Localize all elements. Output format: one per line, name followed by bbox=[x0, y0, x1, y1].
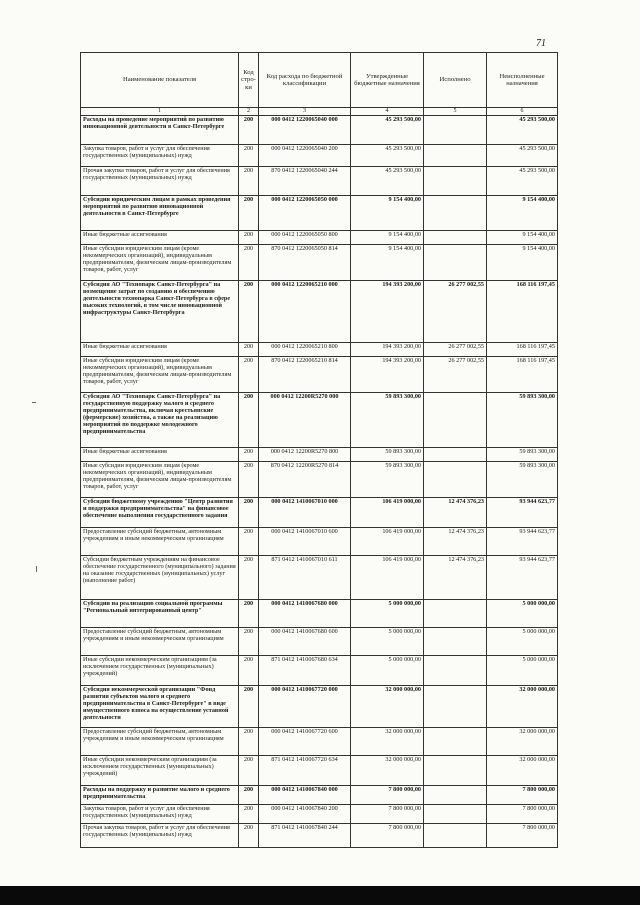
approved-amount-cell: 194 393 200,00 bbox=[351, 281, 424, 343]
table-row bbox=[81, 167, 558, 196]
executed-amount-cell bbox=[424, 628, 487, 656]
budget-code-cell: 000 0412 1220065040 200 bbox=[259, 145, 351, 167]
unexecuted-amount-cell: 9 154 400,00 bbox=[487, 196, 558, 231]
line-code-cell: 200 bbox=[239, 556, 259, 600]
line-code-cell: 200 bbox=[239, 245, 259, 281]
executed-amount-cell bbox=[424, 145, 487, 167]
approved-amount-cell: 5 000 000,00 bbox=[351, 656, 424, 686]
unexecuted-amount-cell: 93 944 623,77 bbox=[487, 528, 558, 556]
approved-amount-cell: 59 893 300,00 bbox=[351, 448, 424, 462]
table-row bbox=[81, 231, 558, 245]
executed-amount-cell bbox=[424, 656, 487, 686]
unexecuted-amount-cell: 32 000 000,00 bbox=[487, 756, 558, 786]
column-number: 4 bbox=[351, 108, 424, 116]
table-row bbox=[81, 656, 558, 686]
line-code-cell: 200 bbox=[239, 448, 259, 462]
table-row bbox=[81, 756, 558, 786]
executed-amount-cell bbox=[424, 786, 487, 805]
approved-amount-cell: 194 393 200,00 bbox=[351, 343, 424, 357]
executed-amount-cell: 12 474 376,23 bbox=[424, 528, 487, 556]
executed-amount-cell: 26 277 002,55 bbox=[424, 357, 487, 393]
budget-code-cell: 000 0412 12200R5270 000 bbox=[259, 393, 351, 448]
approved-amount-cell: 45 293 500,00 bbox=[351, 145, 424, 167]
executed-amount-cell bbox=[424, 196, 487, 231]
indicator-name-cell: Субсидия АО "Технопарк Санкт-Петербурга" на государственную поддержку малого и среднего предпринимательства, включая крестьянские (фермерские) хозяйства, а также на реализацию мероприятий по поддержке молодежного предпринимательства bbox=[81, 393, 239, 448]
budget-code-cell: 000 0412 1410067720 000 bbox=[259, 686, 351, 728]
line-code-cell: 200 bbox=[239, 281, 259, 343]
unexecuted-amount-cell: 168 116 197,45 bbox=[487, 357, 558, 393]
table-row bbox=[81, 281, 558, 343]
approved-amount-cell: 45 293 500,00 bbox=[351, 116, 424, 145]
header-indicator-name: Наименование показателя bbox=[81, 53, 239, 108]
budget-code-cell: 871 0412 1410067680 634 bbox=[259, 656, 351, 686]
approved-amount-cell: 9 154 400,00 bbox=[351, 231, 424, 245]
line-code-cell: 200 bbox=[239, 393, 259, 448]
budget-code-cell: 000 0412 1410067720 600 bbox=[259, 728, 351, 756]
executed-amount-cell bbox=[424, 686, 487, 728]
executed-amount-cell bbox=[424, 167, 487, 196]
table-row bbox=[81, 628, 558, 656]
column-number: 2 bbox=[239, 108, 259, 116]
table-row bbox=[81, 824, 558, 848]
budget-code-cell: 000 0412 1410067010 600 bbox=[259, 528, 351, 556]
table-row bbox=[81, 357, 558, 393]
line-code-cell: 200 bbox=[239, 498, 259, 528]
unexecuted-amount-cell: 32 000 000,00 bbox=[487, 728, 558, 756]
unexecuted-amount-cell: 168 116 197,45 bbox=[487, 281, 558, 343]
unexecuted-amount-cell: 59 893 300,00 bbox=[487, 393, 558, 448]
table-row bbox=[81, 245, 558, 281]
budget-code-cell: 871 0412 1410067720 634 bbox=[259, 756, 351, 786]
budget-code-cell: 870 0412 1220065210 814 bbox=[259, 357, 351, 393]
approved-amount-cell: 32 000 000,00 bbox=[351, 686, 424, 728]
table-row bbox=[81, 686, 558, 728]
unexecuted-amount-cell: 5 000 000,00 bbox=[487, 628, 558, 656]
executed-amount-cell bbox=[424, 116, 487, 145]
executed-amount-cell bbox=[424, 231, 487, 245]
scan-bottom-edge bbox=[0, 886, 640, 905]
executed-amount-cell: 12 474 376,23 bbox=[424, 556, 487, 600]
scan-mark bbox=[32, 402, 36, 403]
unexecuted-amount-cell: 5 000 000,00 bbox=[487, 600, 558, 628]
approved-amount-cell: 5 000 000,00 bbox=[351, 628, 424, 656]
unexecuted-amount-cell: 59 893 300,00 bbox=[487, 448, 558, 462]
table-row bbox=[81, 728, 558, 756]
line-code-cell: 200 bbox=[239, 116, 259, 145]
line-code-cell: 200 bbox=[239, 462, 259, 498]
table-row bbox=[81, 462, 558, 498]
budget-code-cell: 000 0412 1220065210 000 bbox=[259, 281, 351, 343]
indicator-name-cell: Иные субсидии юридическим лицам (кроме некоммерческих организаций), индивидуальным предпринимателям, физическим лицам-производителям товаров, работ, услуг bbox=[81, 462, 239, 498]
indicator-name-cell: Субсидия некоммерческой организации "Фонд развития субъектов малого и среднего предпринимательства в Санкт-Петербурге" в виде имущественного взноса на осуществление уставной деятельности bbox=[81, 686, 239, 728]
column-number-row bbox=[81, 108, 558, 116]
budget-code-cell: 000 0412 1410067680 600 bbox=[259, 628, 351, 656]
unexecuted-amount-cell: 32 000 000,00 bbox=[487, 686, 558, 728]
indicator-name-cell: Предоставление субсидий бюджетным, автономным учреждениям и иным некоммерческим организациям bbox=[81, 728, 239, 756]
unexecuted-amount-cell: 59 893 300,00 bbox=[487, 462, 558, 498]
executed-amount-cell bbox=[424, 728, 487, 756]
approved-amount-cell: 7 800 000,00 bbox=[351, 805, 424, 824]
approved-amount-cell: 45 293 500,00 bbox=[351, 167, 424, 196]
approved-amount-cell: 106 419 000,00 bbox=[351, 528, 424, 556]
line-code-cell: 200 bbox=[239, 196, 259, 231]
column-number: 1 bbox=[81, 108, 239, 116]
executed-amount-cell bbox=[424, 245, 487, 281]
column-number: 6 bbox=[487, 108, 558, 116]
indicator-name-cell: Прочая закупка товаров, работ и услуг для обеспечения государственных (муниципальных) нужд bbox=[81, 824, 239, 848]
indicator-name-cell: Субсидии бюджетному учреждению "Центр развития и поддержки предпринимательства" на финансовое обеспечение выполнения государственного задания bbox=[81, 498, 239, 528]
table-row bbox=[81, 600, 558, 628]
indicator-name-cell: Расходы на проведение мероприятий по развитию инновационной деятельности в Санкт-Петербурге bbox=[81, 116, 239, 145]
line-code-cell: 200 bbox=[239, 231, 259, 245]
approved-amount-cell: 106 419 000,00 bbox=[351, 498, 424, 528]
executed-amount-cell bbox=[424, 393, 487, 448]
executed-amount-cell bbox=[424, 805, 487, 824]
approved-amount-cell: 9 154 400,00 bbox=[351, 245, 424, 281]
table-row bbox=[81, 343, 558, 357]
unexecuted-amount-cell: 7 800 000,00 bbox=[487, 805, 558, 824]
table-row bbox=[81, 145, 558, 167]
indicator-name-cell: Субсидии бюджетным учреждениям на финансовое обеспечение государственного (муниципального) задания на оказание государственных (муниципальных) услуг (выполнение работ) bbox=[81, 556, 239, 600]
line-code-cell: 200 bbox=[239, 600, 259, 628]
line-code-cell: 200 bbox=[239, 628, 259, 656]
indicator-name-cell: Субсидии на реализацию социальной программы "Региональный интегрированный центр" bbox=[81, 600, 239, 628]
table-row bbox=[81, 116, 558, 145]
indicator-name-cell: Предоставление субсидий бюджетным, автономным учреждениям и иным некоммерческим организациям bbox=[81, 528, 239, 556]
column-number: 3 bbox=[259, 108, 351, 116]
budget-code-cell: 871 0412 1410067010 611 bbox=[259, 556, 351, 600]
unexecuted-amount-cell: 45 293 500,00 bbox=[487, 116, 558, 145]
budget-code-cell: 871 0412 1410067840 244 bbox=[259, 824, 351, 848]
indicator-name-cell: Прочая закупка товаров, работ и услуг для обеспечения государственных (муниципальных) нужд bbox=[81, 167, 239, 196]
table-row bbox=[81, 805, 558, 824]
unexecuted-amount-cell: 7 800 000,00 bbox=[487, 824, 558, 848]
budget-code-cell: 000 0412 12200R5270 800 bbox=[259, 448, 351, 462]
unexecuted-amount-cell: 5 000 000,00 bbox=[487, 656, 558, 686]
approved-amount-cell: 5 000 000,00 bbox=[351, 600, 424, 628]
line-code-cell: 200 bbox=[239, 145, 259, 167]
approved-amount-cell: 7 800 000,00 bbox=[351, 786, 424, 805]
executed-amount-cell bbox=[424, 448, 487, 462]
approved-amount-cell: 32 000 000,00 bbox=[351, 756, 424, 786]
unexecuted-amount-cell: 45 293 500,00 bbox=[487, 167, 558, 196]
approved-amount-cell: 7 800 000,00 bbox=[351, 824, 424, 848]
table-row bbox=[81, 498, 558, 528]
approved-amount-cell: 194 393 200,00 bbox=[351, 357, 424, 393]
line-code-cell: 200 bbox=[239, 728, 259, 756]
approved-amount-cell: 106 419 000,00 bbox=[351, 556, 424, 600]
page-number: 71 bbox=[536, 38, 546, 49]
budget-code-cell: 000 0412 1220065050 000 bbox=[259, 196, 351, 231]
line-code-cell: 200 bbox=[239, 686, 259, 728]
budget-code-cell: 000 0412 1220065210 800 bbox=[259, 343, 351, 357]
unexecuted-amount-cell: 9 154 400,00 bbox=[487, 231, 558, 245]
line-code-cell: 200 bbox=[239, 805, 259, 824]
line-code-cell: 200 bbox=[239, 656, 259, 686]
budget-code-cell: 000 0412 1410067010 000 bbox=[259, 498, 351, 528]
line-code-cell: 200 bbox=[239, 756, 259, 786]
executed-amount-cell bbox=[424, 756, 487, 786]
indicator-name-cell: Субсидия АО "Технопарк Санкт-Петербурга" на возмещение затрат по созданию и обеспечению деятельности технопарка Санкт-Петербурга в сфере высоких технологий, в том числе инновационной инфраструктуры Санкт-Петербурга bbox=[81, 281, 239, 343]
indicator-name-cell: Иные бюджетные ассигнования bbox=[81, 343, 239, 357]
approved-amount-cell: 59 893 300,00 bbox=[351, 393, 424, 448]
indicator-name-cell: Иные субсидии юридическим лицам (кроме некоммерческих организаций), индивидуальным предпринимателям, физическим лицам-производителям товаров, работ, услуг bbox=[81, 245, 239, 281]
indicator-name-cell: Предоставление субсидий бюджетным, автономным учреждениям и иным некоммерческим организациям bbox=[81, 628, 239, 656]
unexecuted-amount-cell: 168 116 197,45 bbox=[487, 343, 558, 357]
budget-code-cell: 000 0412 1220065050 800 bbox=[259, 231, 351, 245]
table-row bbox=[81, 786, 558, 805]
table-row bbox=[81, 393, 558, 448]
column-number: 5 bbox=[424, 108, 487, 116]
budget-code-cell: 870 0412 12200R5270 814 bbox=[259, 462, 351, 498]
indicator-name-cell: Субсидии юридическим лицам в рамках проведения мероприятий по развитию инновационной деятельности в Санкт-Петербурге bbox=[81, 196, 239, 231]
indicator-name-cell: Закупка товаров, работ и услуг для обеспечения государственных (муниципальных) нужд bbox=[81, 805, 239, 824]
line-code-cell: 200 bbox=[239, 824, 259, 848]
indicator-name-cell: Расходы на поддержку и развитие малого и среднего предпринимательства bbox=[81, 786, 239, 805]
executed-amount-cell bbox=[424, 462, 487, 498]
executed-amount-cell bbox=[424, 600, 487, 628]
header-unexecuted: Неисполненные назначения bbox=[487, 53, 558, 108]
header-line-code: Код стро-ки bbox=[239, 53, 259, 108]
line-code-cell: 200 bbox=[239, 786, 259, 805]
line-code-cell: 200 bbox=[239, 167, 259, 196]
table-row bbox=[81, 448, 558, 462]
line-code-cell: 200 bbox=[239, 343, 259, 357]
indicator-name-cell: Иные субсидии некоммерческим организациям (за исключением государственных (муниципальных) учреждений) bbox=[81, 656, 239, 686]
line-code-cell: 200 bbox=[239, 357, 259, 393]
unexecuted-amount-cell: 7 800 000,00 bbox=[487, 786, 558, 805]
indicator-name-cell: Закупка товаров, работ и услуг для обеспечения государственных (муниципальных) нужд bbox=[81, 145, 239, 167]
budget-code-cell: 870 0412 1220065040 244 bbox=[259, 167, 351, 196]
executed-amount-cell: 26 277 002,55 bbox=[424, 343, 487, 357]
budget-execution-table bbox=[80, 52, 558, 848]
header-approved: Утвержденные бюджетные назначения bbox=[351, 53, 424, 108]
header-budget-code: Код расхода по бюджетной классификации bbox=[259, 53, 351, 108]
indicator-name-cell: Иные бюджетные ассигнования bbox=[81, 231, 239, 245]
line-code-cell: 200 bbox=[239, 528, 259, 556]
budget-code-cell: 870 0412 1220065050 814 bbox=[259, 245, 351, 281]
header-row bbox=[81, 53, 558, 108]
budget-code-cell: 000 0412 1220065040 000 bbox=[259, 116, 351, 145]
indicator-name-cell: Иные бюджетные ассигнования bbox=[81, 448, 239, 462]
unexecuted-amount-cell: 93 944 623,77 bbox=[487, 556, 558, 600]
table-row bbox=[81, 528, 558, 556]
budget-code-cell: 000 0412 1410067840 000 bbox=[259, 786, 351, 805]
budget-code-cell: 000 0412 1410067840 200 bbox=[259, 805, 351, 824]
scan-mark bbox=[36, 566, 37, 572]
approved-amount-cell: 9 154 400,00 bbox=[351, 196, 424, 231]
unexecuted-amount-cell: 93 944 623,77 bbox=[487, 498, 558, 528]
approved-amount-cell: 32 000 000,00 bbox=[351, 728, 424, 756]
budget-code-cell: 000 0412 1410067680 000 bbox=[259, 600, 351, 628]
table-row bbox=[81, 556, 558, 600]
approved-amount-cell: 59 893 300,00 bbox=[351, 462, 424, 498]
indicator-name-cell: Иные субсидии некоммерческим организациям (за исключением государственных (муниципальных) учреждений) bbox=[81, 756, 239, 786]
executed-amount-cell bbox=[424, 824, 487, 848]
header-executed: Исполнено bbox=[424, 53, 487, 108]
unexecuted-amount-cell: 45 293 500,00 bbox=[487, 145, 558, 167]
table-row bbox=[81, 196, 558, 231]
unexecuted-amount-cell: 9 154 400,00 bbox=[487, 245, 558, 281]
executed-amount-cell: 26 277 002,55 bbox=[424, 281, 487, 343]
indicator-name-cell: Иные субсидии юридическим лицам (кроме некоммерческих организаций), индивидуальным предпринимателям, физическим лицам-производителям товаров, работ, услуг bbox=[81, 357, 239, 393]
executed-amount-cell: 12 474 376,23 bbox=[424, 498, 487, 528]
